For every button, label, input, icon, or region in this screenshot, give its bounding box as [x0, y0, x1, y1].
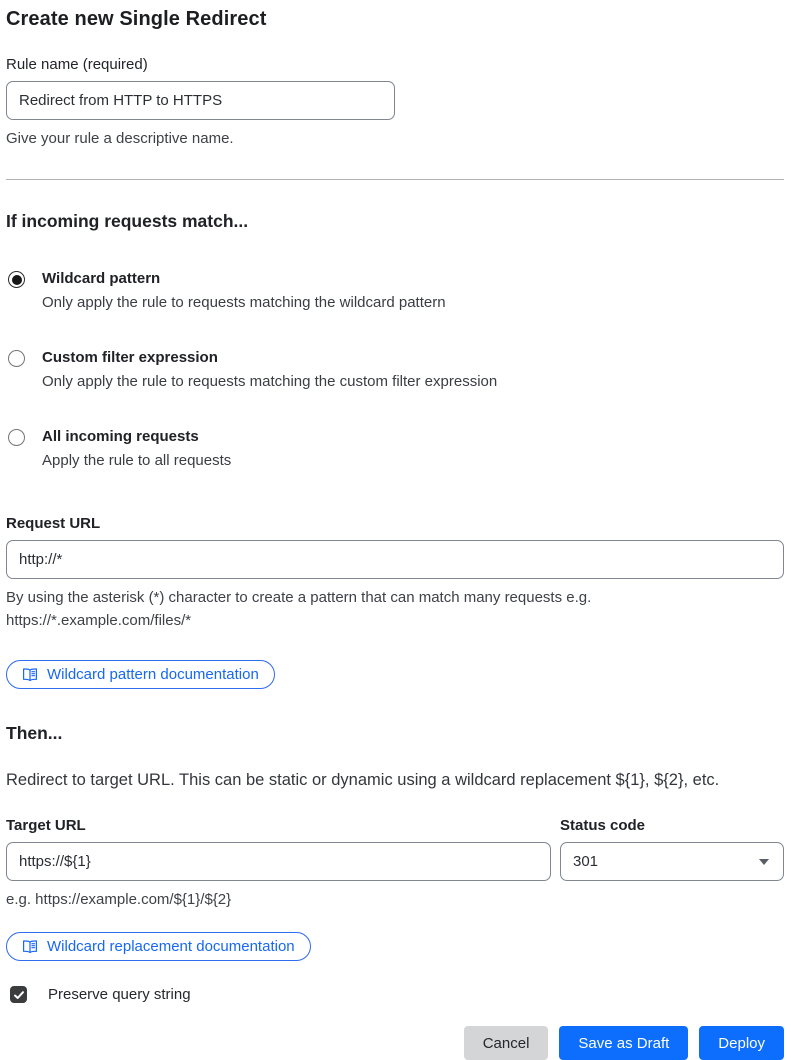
save-as-draft-button[interactable]: Save as Draft: [559, 1026, 688, 1060]
cancel-button[interactable]: Cancel: [464, 1026, 549, 1060]
footer-actions: [6, 1026, 784, 1060]
wildcard-replacement-doc-button[interactable]: [6, 932, 311, 961]
request-url-input[interactable]: [6, 540, 784, 579]
radio-icon[interactable]: [8, 271, 25, 288]
radio-option-custom-filter[interactable]: [6, 348, 784, 390]
status-code-value: 301: [573, 853, 599, 870]
rule-name-label: Rule name (required): [6, 56, 148, 73]
target-url-label: Target URL: [6, 817, 86, 834]
section-divider: [6, 179, 784, 180]
radio-option-all-requests[interactable]: [6, 427, 784, 469]
rule-name-input[interactable]: [6, 81, 395, 120]
book-icon: [22, 939, 38, 954]
doc-button-label: Wildcard pattern documentation: [47, 666, 259, 683]
radio-icon[interactable]: [8, 429, 25, 446]
book-icon: [22, 667, 38, 682]
match-radio-group: [6, 269, 784, 469]
preserve-query-checkbox[interactable]: [6, 986, 784, 1003]
page-title: Create new Single Redirect: [6, 8, 267, 30]
radio-option-description: Apply the rule to all requests: [42, 452, 232, 469]
status-code-select[interactable]: [560, 842, 784, 881]
radio-option-label: All incoming requests: [42, 428, 199, 445]
target-url-help: e.g. https://example.com/${1}/${2}: [6, 891, 232, 908]
deploy-button[interactable]: Deploy: [699, 1026, 784, 1060]
target-url-input[interactable]: [6, 842, 551, 881]
request-url-label: Request URL: [6, 515, 101, 532]
radio-option-wildcard-pattern[interactable]: [6, 269, 784, 311]
radio-option-description: Only apply the rule to requests matching the custom filter expression: [42, 373, 498, 390]
status-code-label: Status code: [560, 817, 646, 834]
request-url-help-line1: By using the asterisk (*) character to create a pattern that can match many requests e.g.: [6, 589, 592, 606]
radio-option-label: Custom filter expression: [42, 349, 218, 366]
then-description: Redirect to target URL. This can be static or dynamic using a wildcard replacement ${1}, ${2}, etc.: [6, 771, 720, 789]
wildcard-pattern-doc-button[interactable]: [6, 660, 275, 689]
radio-option-description: Only apply the rule to requests matching the wildcard pattern: [42, 294, 446, 311]
then-section-heading: Then...: [6, 723, 63, 743]
preserve-query-label: Preserve query string: [48, 986, 191, 1003]
checkbox-icon[interactable]: [10, 986, 27, 1003]
chevron-down-icon: [759, 859, 769, 865]
radio-icon[interactable]: [8, 350, 25, 367]
request-url-help-line2: https://*.example.com/files/*: [6, 612, 192, 629]
match-section-heading: If incoming requests match...: [6, 211, 249, 231]
radio-option-label: Wildcard pattern: [42, 270, 161, 287]
request-url-help: [6, 586, 784, 632]
doc-button-label: Wildcard replacement documentation: [47, 938, 295, 955]
rule-name-help: Give your rule a descriptive name.: [6, 130, 234, 147]
